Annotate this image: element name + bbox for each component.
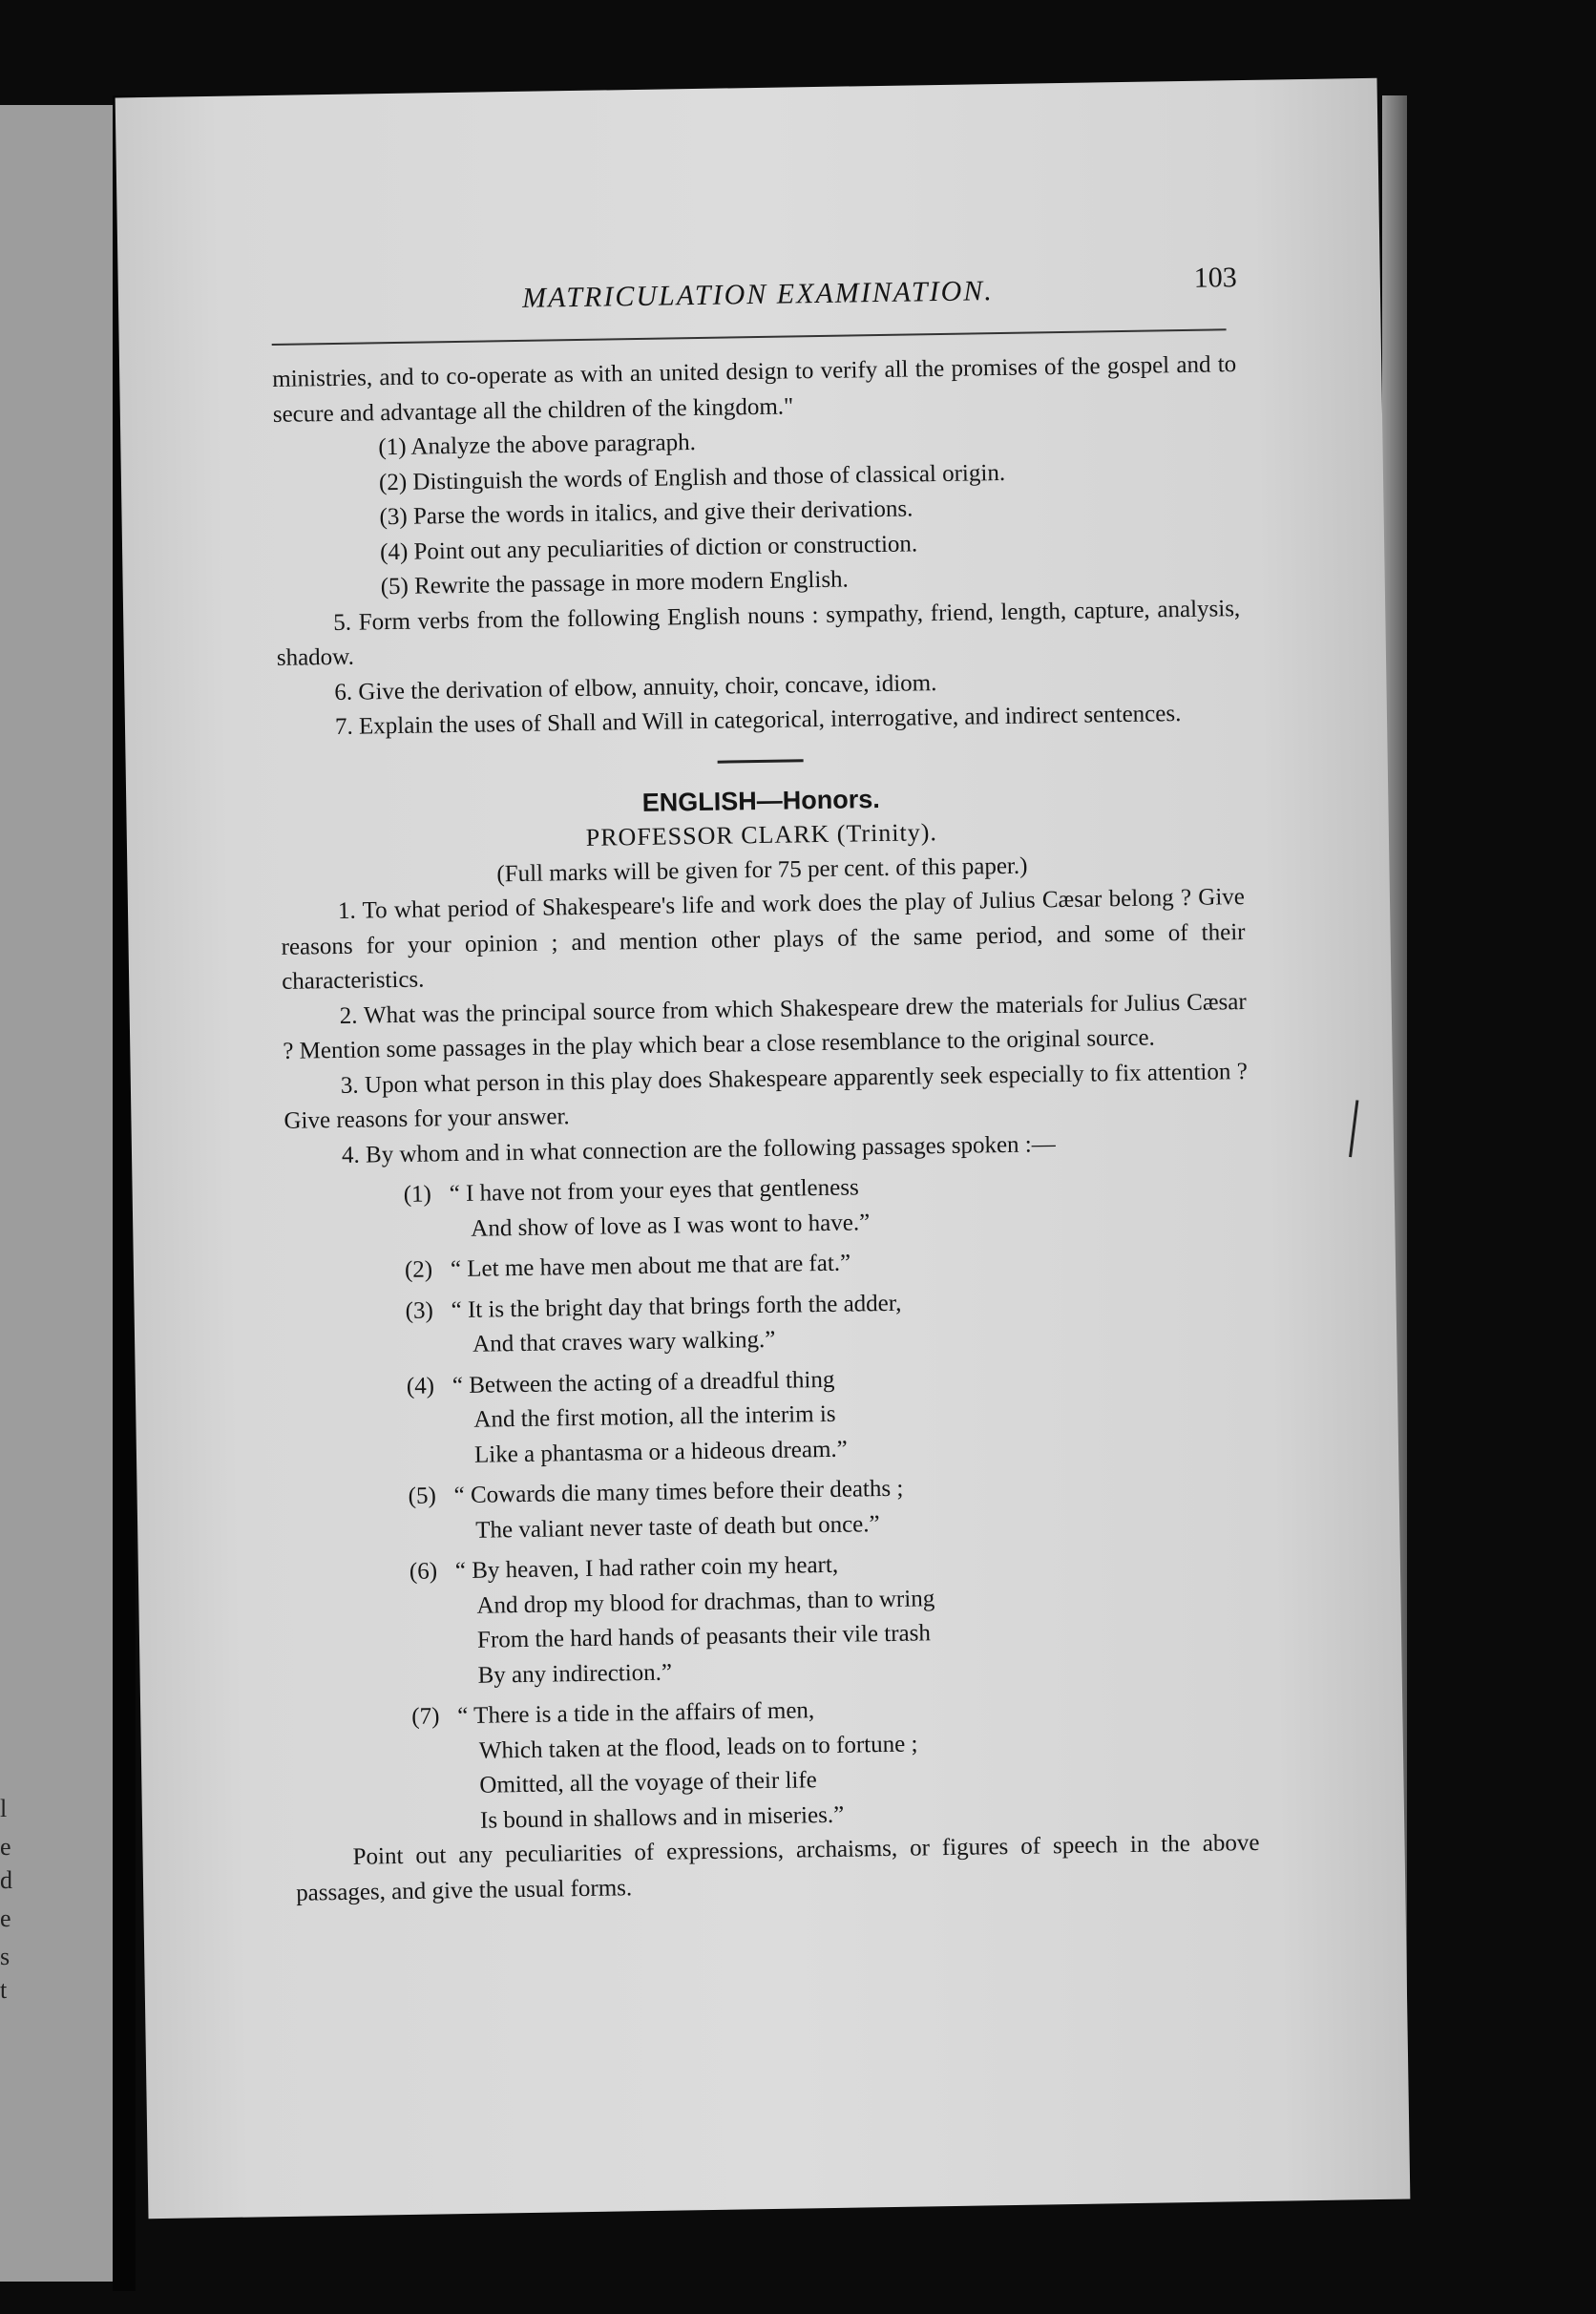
- passage-line: Like a phantasma or a hideous dream.”: [473, 1436, 848, 1468]
- left-fragment: e: [0, 1904, 11, 1932]
- left-page-edge: [0, 105, 115, 2282]
- passage: [293, 1687, 1259, 1841]
- sub-item: (4) Point out any peculiarities of diction or construction.: [379, 530, 918, 565]
- passage-line: Is bound in shallows and in miseries.”: [479, 1801, 845, 1834]
- passage-number: (2): [404, 1256, 433, 1283]
- passage-number: (5): [408, 1483, 437, 1509]
- passage-line: Omitted, all the voyage of their life: [479, 1767, 817, 1799]
- running-head: MATRICULATION EXAMINATION.: [521, 275, 995, 314]
- left-fragment: e: [0, 1833, 11, 1861]
- passage-number: (6): [409, 1558, 438, 1585]
- passage-line: The valiant never taste of death but once.”: [475, 1510, 880, 1544]
- marks-note: (Full marks will be given for 75 per cent. of this paper.): [496, 852, 1028, 887]
- passage-line: From the hard hands of peasants their vile trash: [476, 1620, 932, 1653]
- sub-item: (1) Analyze the above paragraph.: [378, 430, 697, 461]
- passage-line: “ Cowards die many times before their deaths ;: [453, 1475, 904, 1509]
- question: 1. To what period of Shakespeare's life and work does the play of Julius Cæsar belong ? Give reasons for your opinion ; and mention other plays of the same period, and some of their characteristics.: [281, 884, 1246, 995]
- passage-line: Which taken at the flood, leads on to fortune ;: [478, 1731, 918, 1764]
- passage-line: And that craves wary walking.”: [472, 1326, 776, 1357]
- closing-instruction: Point out any peculiarities of expressions, archaisms, or figures of speech in the above passages, and give the usual forms.: [295, 1829, 1260, 1906]
- passage-number: (3): [405, 1296, 433, 1324]
- book-page: [116, 78, 1411, 2219]
- sub-item: (3) Parse the words in italics, and give their derivations.: [379, 495, 914, 531]
- section-divider: [718, 759, 804, 763]
- left-fragment: d: [0, 1866, 12, 1894]
- passage: [289, 1466, 1254, 1551]
- question: 7. Explain the uses of Shall and Will in categorical, interrogative, and indirect sentences.: [334, 701, 1182, 740]
- question: 2. What was the principal source from which Shakespeare drew the materials for Julius Cæsar ? Mention some passages in the play which bear a close resemblance to the original source.: [283, 988, 1247, 1064]
- margin-mark: [1349, 1100, 1358, 1157]
- passage-line: “ I have not from your eyes that gentleness: [449, 1174, 859, 1208]
- passage: [286, 1280, 1251, 1365]
- passage-line: And the first motion, all the interim is: [473, 1400, 836, 1433]
- question: 3. Upon what person in this play does Shakespeare apparently seek especially to fix attention ? Give reasons for your answer.: [284, 1058, 1249, 1134]
- question: 5. Form verbs from the following English nouns : sympathy, friend, length, capture, analysis, shadow.: [276, 595, 1241, 671]
- page-number: 103: [1193, 262, 1237, 294]
- section-title: ENGLISH—Honors.: [641, 784, 880, 817]
- examiner-name: PROFESSOR CLARK (Trinity).: [585, 818, 938, 852]
- passage: [288, 1356, 1254, 1475]
- passage-line: “ There is a tide in the affairs of men,: [457, 1697, 815, 1730]
- passage-number: (1): [403, 1181, 432, 1208]
- passage-number: (4): [406, 1372, 435, 1399]
- question: 4. By whom and in what connection are the following passages spoken :—: [341, 1130, 1056, 1168]
- left-fragment: s: [0, 1943, 10, 1970]
- passage: [291, 1542, 1257, 1696]
- passage-line: “ Between the acting of a dreadful thing: [452, 1366, 835, 1399]
- passage-line: And show of love as I was wont to have.”: [471, 1209, 871, 1242]
- passage: [284, 1165, 1250, 1250]
- passage-line: “ It is the bright day that brings forth the adder,: [451, 1290, 902, 1323]
- page-body: [272, 347, 1260, 1911]
- passage-line: “ Let me have men about me that are fat.”: [450, 1250, 851, 1283]
- left-fragment: l: [0, 1795, 8, 1822]
- left-fragment: t: [0, 1976, 8, 2004]
- passage-number: (7): [411, 1703, 440, 1730]
- sub-item: (5) Rewrite the passage in more modern English.: [380, 566, 850, 600]
- passage-line: And drop my blood for drachmas, than to wring: [476, 1585, 935, 1619]
- continuation-paragraph: ministries, and to co-operate as with an united design to verify all the promises of the gospel and to secure and advantage all the children of the kingdom.": [272, 351, 1237, 428]
- passage-line: “ By heaven, I had rather coin my heart,: [454, 1551, 839, 1585]
- header-rule: [272, 328, 1227, 346]
- sub-item: (2) Distinguish the words of English and those of classical origin.: [378, 459, 1006, 495]
- passage-line: By any indirection.”: [477, 1659, 673, 1689]
- question: 6. Give the derivation of elbow, annuity, choir, concave, idiom.: [334, 669, 937, 705]
